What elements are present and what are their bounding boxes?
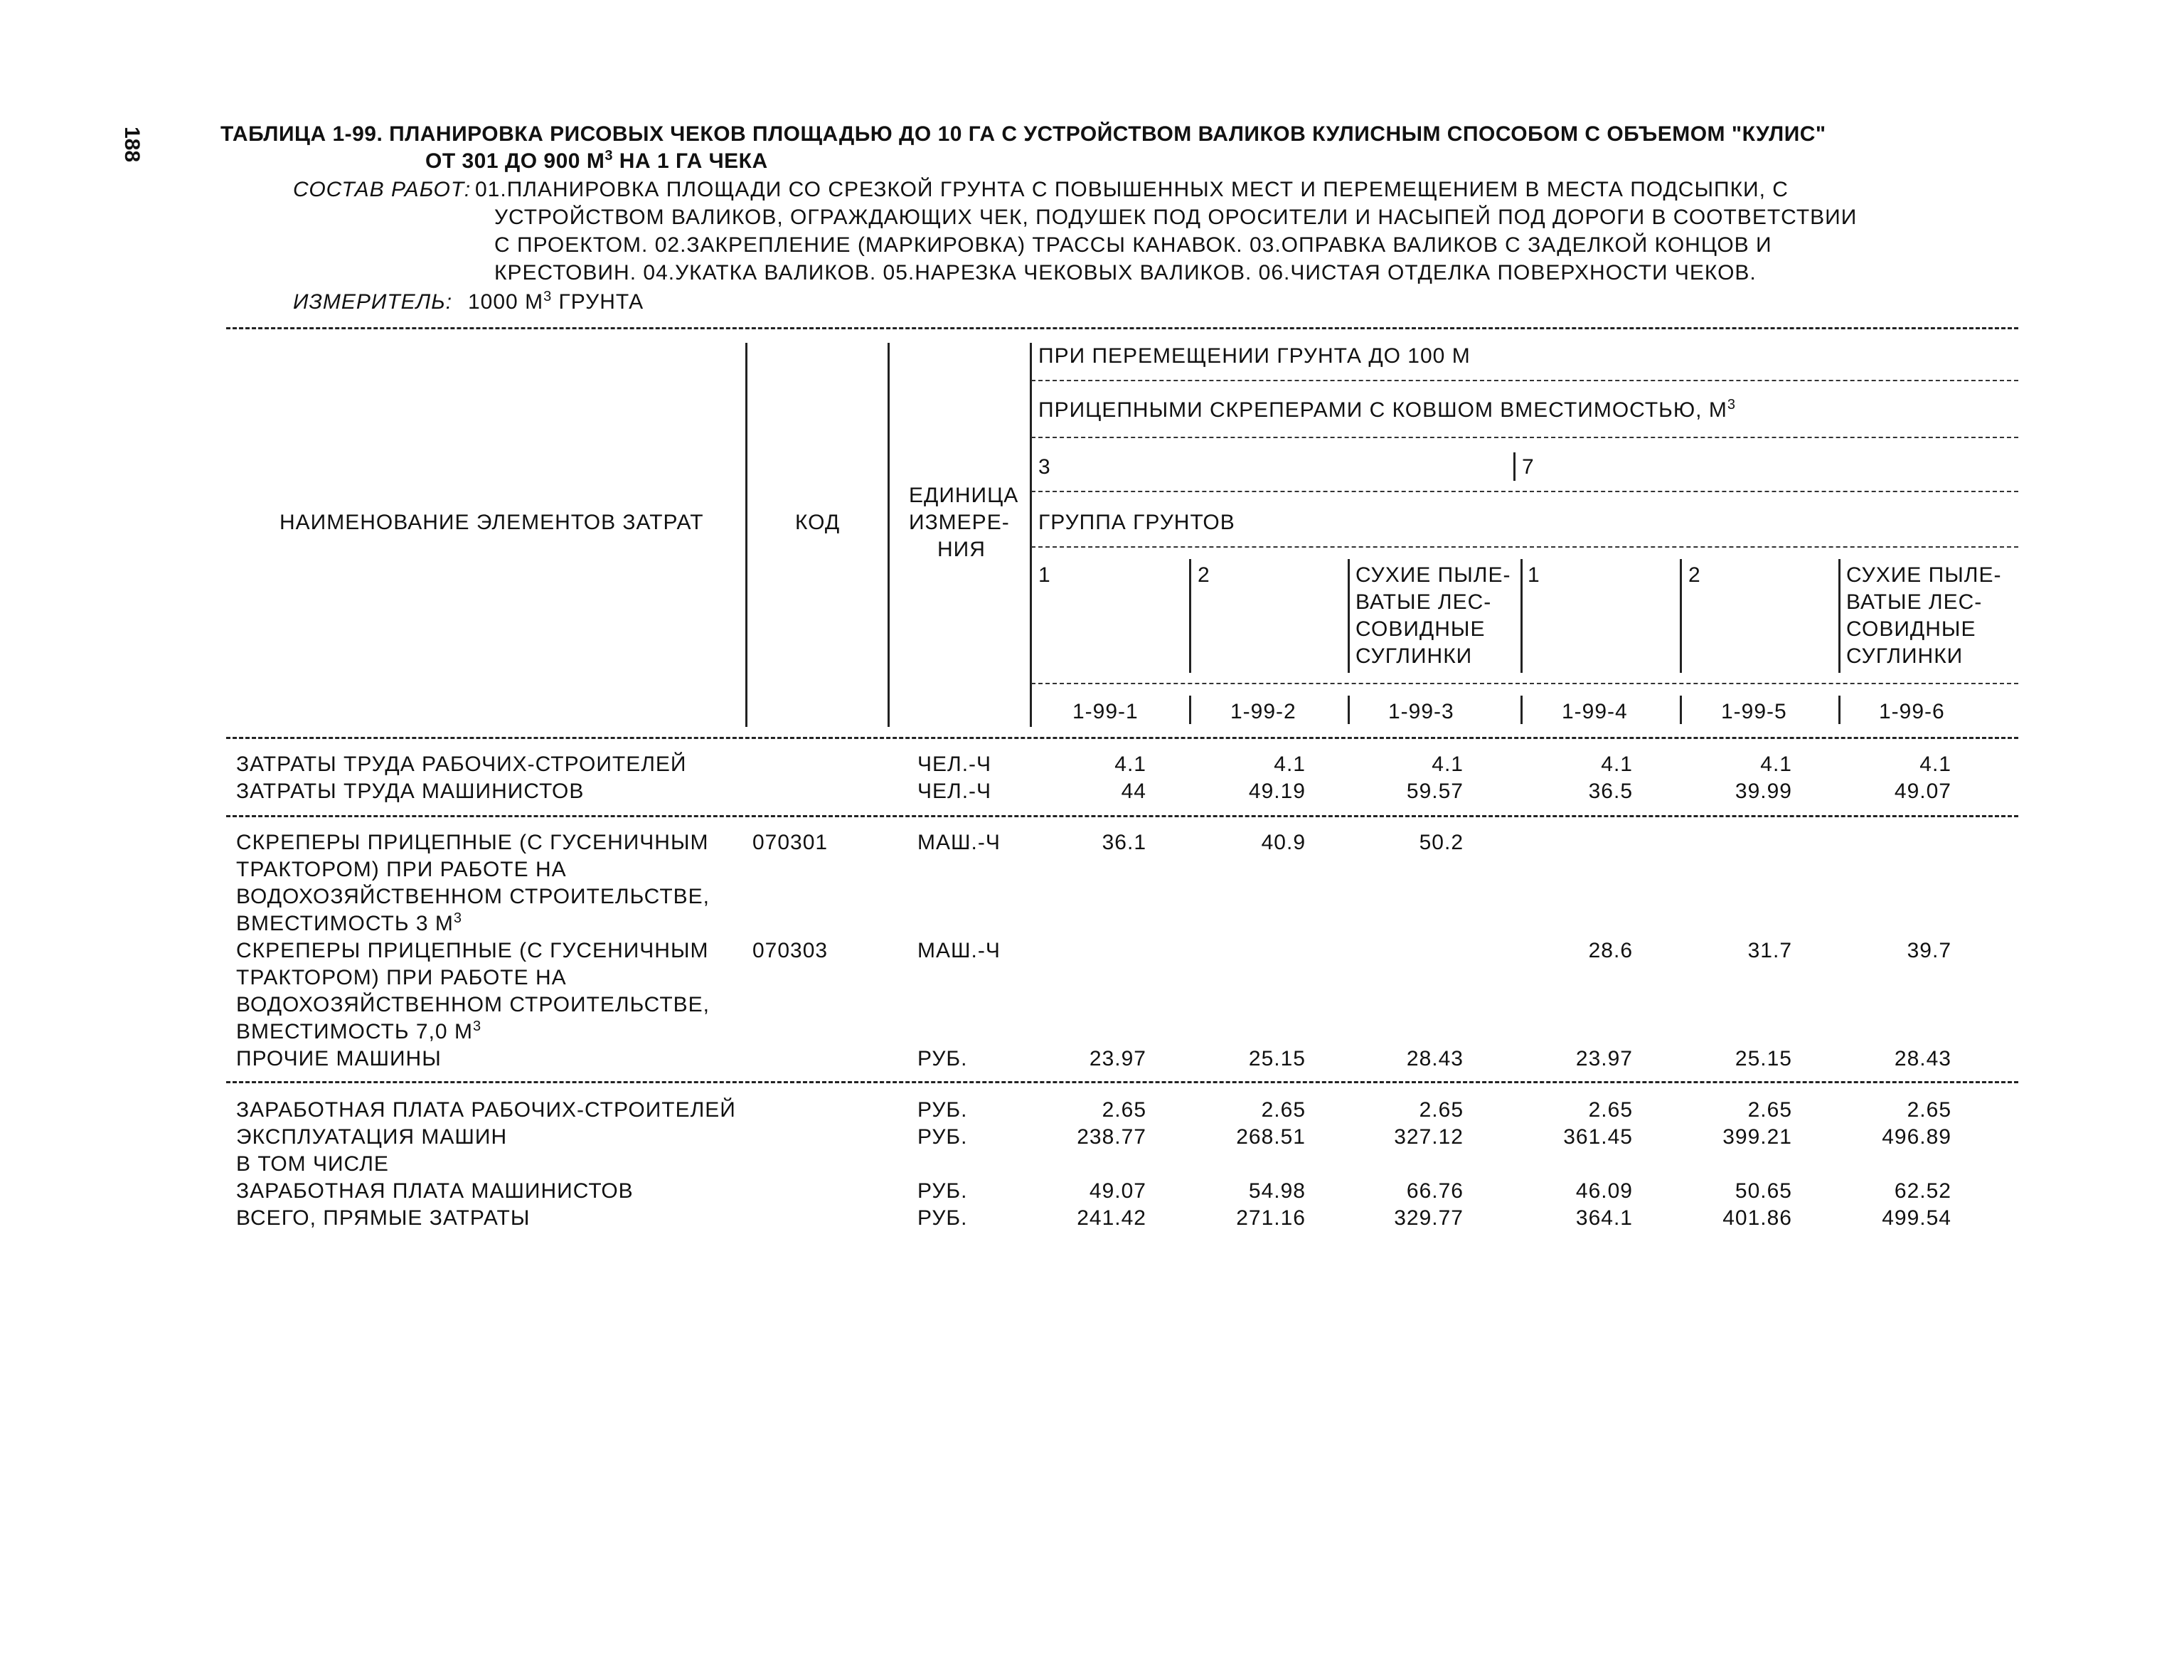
sostav-line-4: КРЕСТОВИН. 04.УКАТКА ВАЛИКОВ. 05.НАРЕЗКА ЧЕКОВЫХ ВАЛИКОВ. 06.ЧИСТАЯ ОТДЕЛКА ПОВЕРХНОСТИ ЧЕКОВ. bbox=[494, 261, 1757, 285]
code-5: 1-99-5 bbox=[1721, 700, 1787, 723]
cost-name-1: ЗАРАБОТНАЯ ПЛАТА РАБОЧИХ-СТРОИТЕЛЕЙ bbox=[236, 1098, 736, 1122]
cost-4-value-2: 54.98 bbox=[1248, 1179, 1306, 1203]
code-1: 1-99-1 bbox=[1072, 700, 1139, 723]
cost-5-value-1: 241.42 bbox=[1077, 1206, 1146, 1230]
header-g2-b: 2 bbox=[1688, 563, 1701, 587]
header-g2-a: 2 bbox=[1198, 563, 1210, 587]
vline-code bbox=[888, 343, 890, 727]
header-dry-a-2: ВАТЫЕ ЛЕС- bbox=[1355, 590, 1492, 614]
header-unit-3: НИЯ bbox=[937, 538, 986, 561]
labor-2-value-1: 44 bbox=[1121, 780, 1146, 803]
code-6: 1-99-6 bbox=[1879, 700, 1945, 723]
labor-1-value-6: 4.1 bbox=[1919, 753, 1951, 776]
cost-2-value-6: 496.89 bbox=[1882, 1125, 1951, 1149]
rule-h3 bbox=[1031, 491, 2018, 492]
cost-2-value-4: 361.45 bbox=[1563, 1125, 1633, 1149]
vline-c4 bbox=[1680, 696, 1682, 724]
machine-name-1-line-4: ВМЕСТИМОСТЬ 3 $М^3$ bbox=[236, 910, 463, 935]
header-cap7: 7 bbox=[1522, 455, 1535, 479]
header-scrapers: ПРИЦЕПНЫМИ СКРЕПЕРАМИ С КОВШОМ ВМЕСТИМОСТЬЮ, $М^3$ bbox=[1038, 397, 1736, 422]
machine-unit-2: МАШ.-Ч bbox=[917, 939, 1001, 962]
vline-g4 bbox=[1680, 559, 1682, 673]
cost-4-value-3: 66.76 bbox=[1406, 1179, 1464, 1203]
cost-5-value-4: 364.1 bbox=[1575, 1206, 1633, 1230]
vline-g2 bbox=[1348, 559, 1350, 673]
table-title-line2: ОТ 301 ДО 900 $М^3$ НА 1 ГА ЧЕКА bbox=[425, 148, 768, 173]
vline-c2 bbox=[1348, 696, 1350, 724]
machine-3-value-1: 23.97 bbox=[1089, 1047, 1146, 1070]
header-dry-a-1: СУХИЕ ПЫЛЕ- bbox=[1355, 563, 1511, 587]
labor-1-value-2: 4.1 bbox=[1274, 753, 1306, 776]
rule-after-labor bbox=[226, 815, 2018, 817]
machine-2-value-6: 39.7 bbox=[1907, 939, 1951, 962]
machine-2-value-5: 31.7 bbox=[1747, 939, 1792, 962]
cost-4-value-6: 62.52 bbox=[1894, 1179, 1951, 1203]
machine-code-1: 070301 bbox=[752, 831, 829, 854]
labor-2-value-4: 36.5 bbox=[1588, 780, 1633, 803]
labor-2-value-5: 39.99 bbox=[1735, 780, 1792, 803]
machine-3-value-5: 25.15 bbox=[1735, 1047, 1792, 1070]
header-unit-1: ЕДИНИЦА bbox=[909, 484, 1019, 507]
cost-5-value-6: 499.54 bbox=[1882, 1206, 1951, 1230]
header-dry-b-3: СОВИДНЫЕ bbox=[1846, 617, 1976, 641]
header-cap3: 3 bbox=[1038, 455, 1051, 479]
code-2: 1-99-2 bbox=[1230, 700, 1296, 723]
izmeritel-value: 1000 $М^3$ ГРУНТА bbox=[468, 289, 644, 314]
sostav-line-3: С ПРОЕКТОМ. 02.ЗАКРЕПЛЕНИЕ (МАРКИРОВКА) ТРАССЫ КАНАВОК. 03.ОПРАВКА ВАЛИКОВ С ЗАДЕЛКОЙ КОНЦОВ И bbox=[494, 233, 1772, 257]
cost-5-value-2: 271.16 bbox=[1236, 1206, 1306, 1230]
cost-1-value-3: 2.65 bbox=[1419, 1098, 1464, 1122]
cost-unit-2: РУБ. bbox=[917, 1125, 968, 1149]
header-name: НАИМЕНОВАНИЕ ЭЛЕМЕНТОВ ЗАТРАТ bbox=[279, 511, 704, 534]
cost-2-value-5: 399.21 bbox=[1722, 1125, 1792, 1149]
cost-1-value-1: 2.65 bbox=[1102, 1098, 1146, 1122]
header-dry-a-3: СОВИДНЫЕ bbox=[1355, 617, 1486, 641]
machine-1-value-2: 40.9 bbox=[1261, 831, 1306, 854]
rule-h5 bbox=[1031, 683, 2018, 684]
sostav-line-2: УСТРОЙСТВОМ ВАЛИКОВ, ОГРАЖДАЮЩИХ ЧЕК, ПОДУШЕК ПОД ОРОСИТЕЛИ И НАСЫПЕЙ ПОД ДОРОГИ В СООТВЕТСТВИИ bbox=[494, 206, 1858, 229]
rule-top bbox=[226, 327, 2018, 329]
cost-2-value-3: 327.12 bbox=[1394, 1125, 1464, 1149]
header-unit-2: ИЗМЕРЕ- bbox=[909, 511, 1010, 534]
vline-c5 bbox=[1838, 696, 1841, 724]
cost-1-value-4: 2.65 bbox=[1588, 1098, 1633, 1122]
labor-2-value-3: 59.57 bbox=[1406, 780, 1464, 803]
header-dry-b-4: СУГЛИНКИ bbox=[1846, 644, 1964, 668]
machine-name-2-line-4: ВМЕСТИМОСТЬ 7,0 $М^3$ bbox=[236, 1019, 482, 1043]
machine-1-value-3: 50.2 bbox=[1419, 831, 1464, 854]
code-4: 1-99-4 bbox=[1562, 700, 1628, 723]
rule-h4 bbox=[1031, 546, 2018, 548]
izmeritel-label: ИЗМЕРИТЕЛЬ: bbox=[293, 290, 453, 314]
cost-unit-5: РУБ. bbox=[917, 1206, 968, 1230]
machine-1-value-1: 36.1 bbox=[1102, 831, 1146, 854]
cost-2-value-1: 238.77 bbox=[1077, 1125, 1146, 1149]
machine-name-2-line-3: ВОДОХОЗЯЙСТВЕННОМ СТРОИТЕЛЬСТВЕ, bbox=[236, 993, 710, 1016]
code-3: 1-99-3 bbox=[1388, 700, 1454, 723]
cost-5-value-5: 401.86 bbox=[1722, 1206, 1792, 1230]
cost-2-value-2: 268.51 bbox=[1236, 1125, 1306, 1149]
header-group: ГРУППА ГРУНТОВ bbox=[1038, 511, 1235, 534]
machine-2-value-4: 28.6 bbox=[1588, 939, 1633, 962]
labor-1-value-4: 4.1 bbox=[1601, 753, 1633, 776]
machine-unit-3: РУБ. bbox=[917, 1047, 968, 1070]
machine-name-1-line-1: СКРЕПЕРЫ ПРИЦЕПНЫЕ (С ГУСЕНИЧНЫМ bbox=[236, 831, 709, 854]
page-number: 188 bbox=[120, 127, 144, 163]
machine-name-3-line-1: ПРОЧИЕ МАШИНЫ bbox=[236, 1047, 442, 1070]
machine-3-value-2: 25.15 bbox=[1248, 1047, 1306, 1070]
rule-after-machines bbox=[226, 1081, 2018, 1083]
machine-3-value-6: 28.43 bbox=[1894, 1047, 1951, 1070]
vline-cap bbox=[1513, 452, 1516, 481]
cost-1-value-6: 2.65 bbox=[1907, 1098, 1951, 1122]
labor-1-value-1: 4.1 bbox=[1114, 753, 1146, 776]
rule-h2 bbox=[1031, 437, 2018, 438]
labor-unit-1: ЧЕЛ.-Ч bbox=[917, 753, 992, 776]
cost-4-value-1: 49.07 bbox=[1089, 1179, 1146, 1203]
cost-4-value-4: 46.09 bbox=[1575, 1179, 1633, 1203]
machine-3-value-3: 28.43 bbox=[1406, 1047, 1464, 1070]
table-title-line1: ТАБЛИЦА 1-99. ПЛАНИРОВКА РИСОВЫХ ЧЕКОВ ПЛОЩАДЬЮ ДО 10 ГА С УСТРОЙСТВОМ ВАЛИКОВ КУЛИСНЫМ СПОСОБОМ С ОБЪЕМОМ "КУЛИС" bbox=[220, 122, 1826, 146]
cost-1-value-2: 2.65 bbox=[1261, 1098, 1306, 1122]
labor-1-value-3: 4.1 bbox=[1432, 753, 1464, 776]
header-dry-b-2: ВАТЫЕ ЛЕС- bbox=[1846, 590, 1983, 614]
labor-name-2: ЗАТРАТЫ ТРУДА МАШИНИСТОВ bbox=[236, 780, 585, 803]
labor-2-value-2: 49.19 bbox=[1248, 780, 1306, 803]
sostav-label: СОСТАВ РАБОТ: bbox=[293, 178, 472, 201]
cost-1-value-5: 2.65 bbox=[1747, 1098, 1792, 1122]
rule-header-bottom bbox=[226, 737, 2018, 739]
machine-unit-1: МАШ.-Ч bbox=[917, 831, 1001, 854]
machine-name-1-line-2: ТРАКТОРОМ) ПРИ РАБОТЕ НА bbox=[236, 858, 567, 881]
vline-g3 bbox=[1520, 559, 1523, 673]
header-g1-a: 1 bbox=[1038, 563, 1051, 587]
header-dry-a-4: СУГЛИНКИ bbox=[1355, 644, 1473, 668]
labor-name-1: ЗАТРАТЫ ТРУДА РАБОЧИХ-СТРОИТЕЛЕЙ bbox=[236, 753, 687, 776]
cost-name-3: В ТОМ ЧИСЛЕ bbox=[236, 1152, 389, 1176]
vline-name bbox=[745, 343, 747, 727]
cost-unit-4: РУБ. bbox=[917, 1179, 968, 1203]
header-dry-b-1: СУХИЕ ПЫЛЕ- bbox=[1846, 563, 2002, 587]
rule-h1 bbox=[1031, 380, 2018, 381]
cost-name-5: ВСЕГО, ПРЯМЫЕ ЗАТРАТЫ bbox=[236, 1206, 531, 1230]
machine-name-2-line-2: ТРАКТОРОМ) ПРИ РАБОТЕ НА bbox=[236, 966, 567, 989]
labor-2-value-6: 49.07 bbox=[1894, 780, 1951, 803]
machine-code-2: 070303 bbox=[752, 939, 829, 962]
header-move: ПРИ ПЕРЕМЕЩЕНИИ ГРУНТА ДО 100 М bbox=[1038, 344, 1471, 368]
vline-c1 bbox=[1189, 696, 1191, 724]
cost-name-2: ЭКСПЛУАТАЦИЯ МАШИН bbox=[236, 1125, 508, 1149]
vline-g5 bbox=[1838, 559, 1841, 673]
labor-1-value-5: 4.1 bbox=[1760, 753, 1792, 776]
sostav-line-1: 01.ПЛАНИРОВКА ПЛОЩАДИ СО СРЕЗКОЙ ГРУНТА С ПОВЫШЕННЫХ МЕСТ И ПЕРЕМЕЩЕНИЕМ В МЕСТА ПОДСЫПКИ, С bbox=[475, 178, 1789, 201]
labor-unit-2: ЧЕЛ.-Ч bbox=[917, 780, 992, 803]
cost-4-value-5: 50.65 bbox=[1735, 1179, 1792, 1203]
vline-unit bbox=[1030, 343, 1032, 727]
cost-5-value-3: 329.77 bbox=[1394, 1206, 1464, 1230]
header-g1-b: 1 bbox=[1528, 563, 1540, 587]
machine-name-1-line-3: ВОДОХОЗЯЙСТВЕННОМ СТРОИТЕЛЬСТВЕ, bbox=[236, 885, 710, 908]
vline-c3 bbox=[1520, 696, 1523, 724]
cost-unit-1: РУБ. bbox=[917, 1098, 968, 1122]
header-code: КОД bbox=[795, 511, 841, 534]
machine-3-value-4: 23.97 bbox=[1575, 1047, 1633, 1070]
cost-name-4: ЗАРАБОТНАЯ ПЛАТА МАШИНИСТОВ bbox=[236, 1179, 634, 1203]
machine-name-2-line-1: СКРЕПЕРЫ ПРИЦЕПНЫЕ (С ГУСЕНИЧНЫМ bbox=[236, 939, 709, 962]
vline-g1 bbox=[1189, 559, 1191, 673]
